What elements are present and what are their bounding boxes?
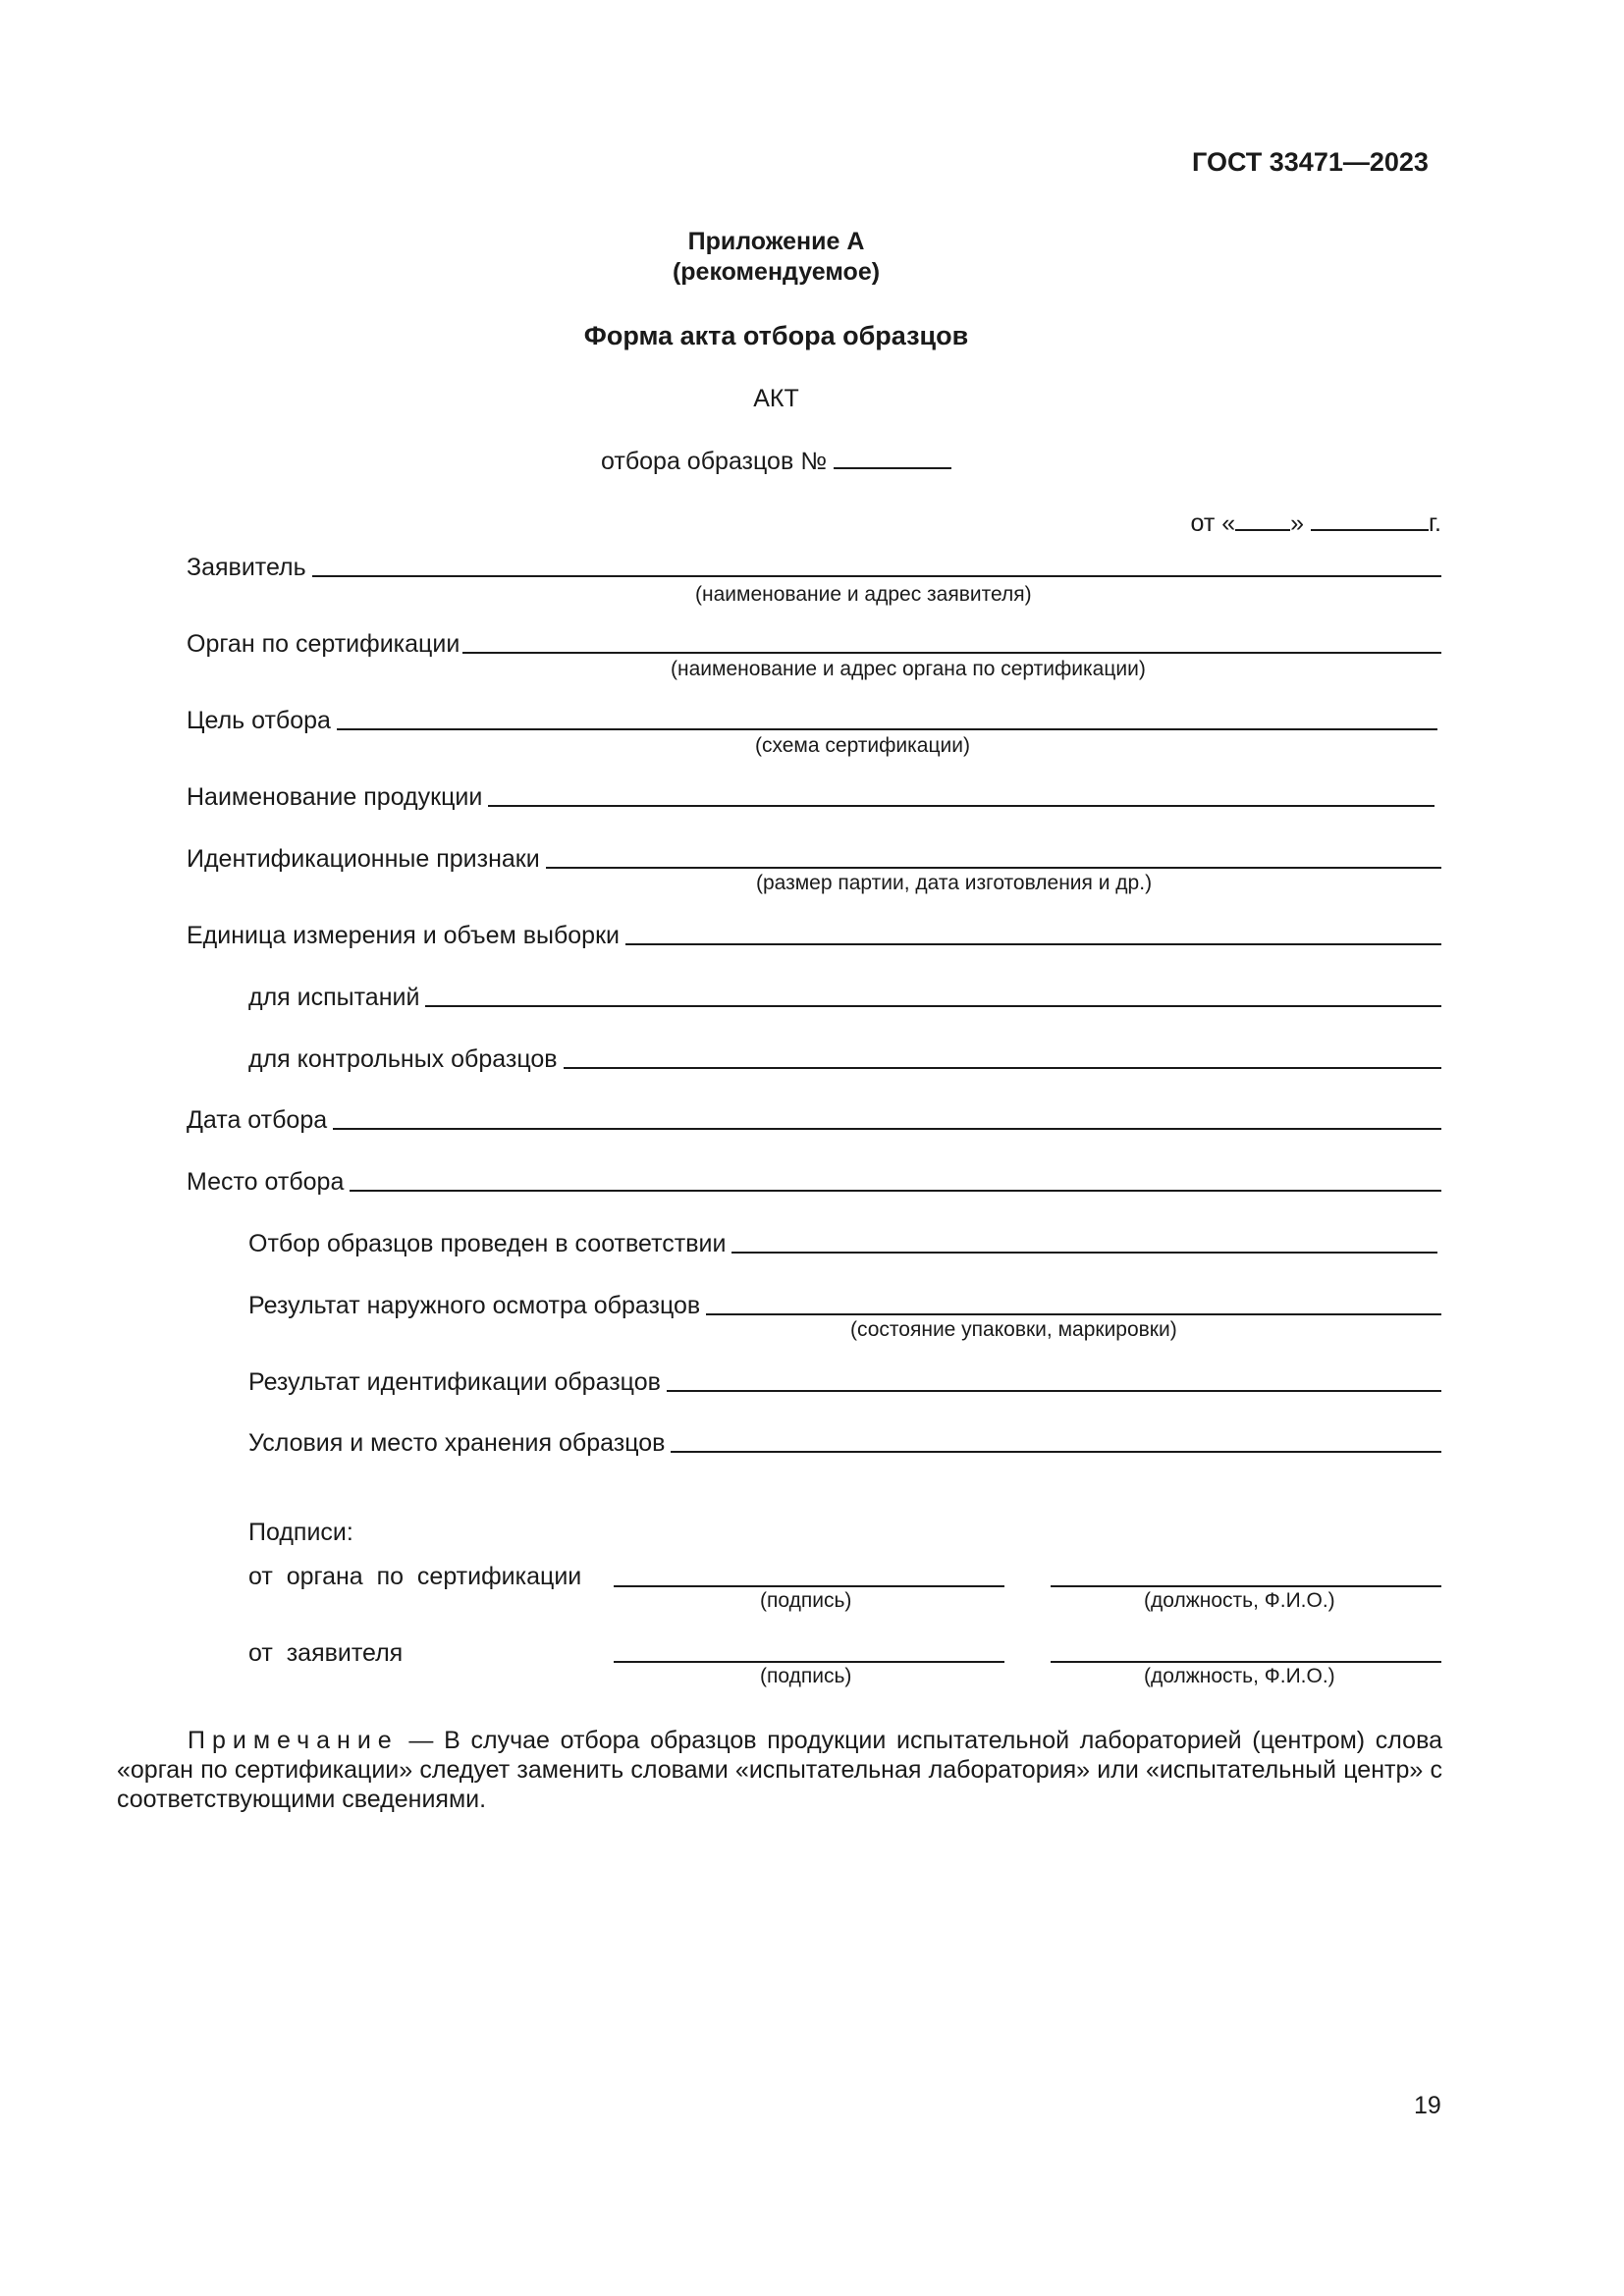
act-number-field[interactable] — [834, 446, 951, 469]
for-control-row — [248, 1041, 1441, 1074]
sampling-date-row — [187, 1101, 1441, 1135]
identification-row — [187, 840, 1441, 874]
inspection-label: Результат наружного осмотра образцов — [248, 1292, 701, 1319]
purpose-row — [187, 702, 1437, 735]
sampling-place-label: Место отбора — [187, 1168, 345, 1196]
cert-body-field[interactable] — [462, 628, 1441, 654]
standard-designation: ГОСТ 33471—2023 — [1192, 147, 1429, 177]
applicant-position-hint: (должность, Ф.И.О.) — [1144, 1665, 1335, 1687]
product-name-row — [187, 778, 1435, 812]
act-date-day-field[interactable] — [1235, 507, 1290, 531]
act-date-row — [1190, 507, 1441, 538]
for-control-field[interactable] — [564, 1043, 1441, 1069]
storage-label: Условия и место хранения образцов — [248, 1429, 666, 1457]
conformity-row — [248, 1225, 1437, 1258]
act-date-mid: » — [1290, 509, 1305, 537]
purpose-field[interactable] — [337, 705, 1437, 730]
cert-body-label: Орган по сертификации — [187, 630, 460, 658]
for-control-label: для контрольных образцов — [248, 1045, 558, 1073]
id-result-field[interactable] — [667, 1366, 1441, 1392]
product-name-label: Наименование продукции — [187, 783, 483, 811]
purpose-label: Цель отбора — [187, 707, 331, 734]
sampling-date-label: Дата отбора — [187, 1106, 328, 1134]
conformity-label: Отбор образцов проведен в соответствии — [248, 1230, 727, 1257]
sign-from-body-label: от органа по сертификации — [248, 1563, 582, 1590]
inspection-field[interactable] — [706, 1290, 1441, 1315]
form-title: Форма акта отбора образцов — [583, 321, 969, 350]
conformity-field[interactable] — [731, 1228, 1437, 1254]
unit-volume-row — [187, 917, 1441, 950]
storage-field[interactable] — [671, 1427, 1441, 1453]
body-signature-hint: (подпись) — [760, 1589, 852, 1612]
applicant-signature-field[interactable] — [614, 1661, 1004, 1663]
act-date-month-year-field[interactable] — [1311, 507, 1429, 531]
applicant-position-field[interactable] — [1051, 1661, 1441, 1663]
product-name-field[interactable] — [488, 781, 1435, 807]
applicant-hint: (наименование и адрес заявителя) — [695, 583, 1032, 606]
body-position-field[interactable] — [1051, 1585, 1441, 1587]
identification-hint: (размер партии, дата изготовления и др.) — [756, 872, 1153, 894]
act-date-suffix: г. — [1428, 509, 1441, 537]
note-paragraph — [117, 1726, 1442, 1814]
act-number-label: отбора образцов № — [601, 448, 828, 475]
id-result-row — [248, 1363, 1441, 1397]
note-text: — В случае отбора образцов продукции испытательной лабораторией (центром) слова «орган по сертификации» следует заменить словами «испытательная лаборатория» или «испытательный центр» с соответствующими сведениями. — [117, 1727, 1442, 1813]
inspection-hint: (состояние упаковки, маркировки) — [850, 1318, 1177, 1341]
cert-body-row — [187, 625, 1441, 659]
unit-volume-label: Единица измерения и объем выборки — [187, 922, 620, 949]
storage-row — [248, 1424, 1441, 1458]
signatures-title: Подписи: — [248, 1519, 353, 1546]
act-number-row — [187, 446, 1366, 476]
identification-field[interactable] — [546, 843, 1441, 869]
inspection-row — [248, 1287, 1441, 1320]
appendix-status: (рекомендуемое) — [672, 258, 881, 286]
applicant-signature-hint: (подпись) — [760, 1665, 852, 1687]
act-word: АКТ — [753, 385, 799, 412]
appendix-title: Приложение А — [687, 228, 865, 255]
unit-volume-field[interactable] — [625, 920, 1441, 945]
for-tests-row — [248, 979, 1441, 1012]
for-tests-field[interactable] — [425, 982, 1441, 1007]
applicant-field[interactable] — [312, 552, 1441, 577]
sampling-place-row — [187, 1163, 1441, 1197]
purpose-hint: (схема сертификации) — [755, 734, 970, 757]
applicant-row — [187, 549, 1441, 582]
act-date-prefix: от « — [1190, 509, 1236, 537]
note-label: Примечание — [188, 1727, 399, 1754]
sampling-date-field[interactable] — [333, 1104, 1441, 1130]
body-position-hint: (должность, Ф.И.О.) — [1144, 1589, 1335, 1612]
cert-body-hint: (наименование и адрес органа по сертификации) — [671, 658, 1146, 680]
for-tests-label: для испытаний — [248, 984, 420, 1011]
applicant-label: Заявитель — [187, 554, 306, 581]
body-signature-field[interactable] — [614, 1585, 1004, 1587]
sampling-place-field[interactable] — [350, 1166, 1441, 1192]
identification-label: Идентификационные признаки — [187, 845, 540, 873]
id-result-label: Результат идентификации образцов — [248, 1368, 661, 1396]
sign-from-applicant-label: от заявителя — [248, 1639, 404, 1667]
page-number: 19 — [1414, 2092, 1441, 2119]
